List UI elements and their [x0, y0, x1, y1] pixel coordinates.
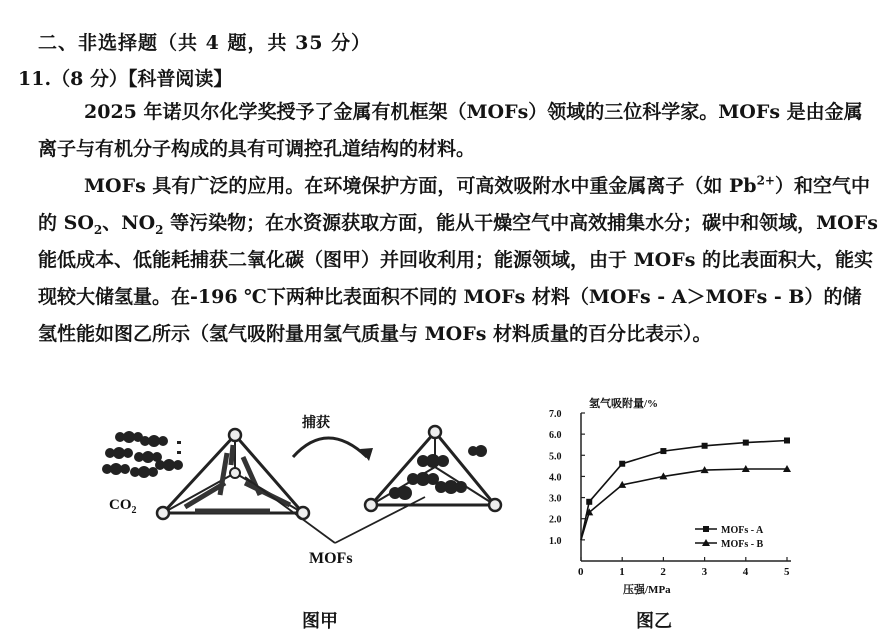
legend-marker [703, 526, 709, 532]
paragraph-applications [38, 168, 878, 353]
mofs-label: MOFs [309, 550, 353, 567]
figure-b-chart [545, 393, 815, 613]
x-tick-label: 4 [742, 566, 749, 578]
question-number: 11. [18, 68, 52, 90]
figure-a-diagram [95, 405, 525, 615]
y-tick-label: 3.0 [549, 493, 562, 505]
question-header [18, 64, 232, 91]
data-point-square [702, 443, 708, 449]
question-points: （8 分） [51, 68, 128, 90]
paragraph-intro [38, 94, 878, 168]
figure-a-caption: 图甲 [302, 611, 338, 632]
co2-molecules-icon [102, 431, 183, 478]
para2-part4: 等污染物；在水资源获取方面，能从干燥空气中高效捕集水分；碳中和领域，MOFs 能低成本、低能耗捕获二氧化碳（图甲）并回收利用；能源领域，由于 MOFs 的比表面积大，能实现较大储氢量。在-196 ℃下两种比表面积不同的 MOFs 材料（MOFs - A＞MOFs - B）的储氢性能如图乙所示（氢气吸附量用氢气质量与 MOFs 材料质量的百分比表示）。 [38, 212, 878, 345]
co2-label: $CO_2$ [109, 497, 137, 516]
pb-charge: 2+ [756, 173, 775, 188]
para2-part3: 、NO [102, 212, 156, 234]
x-tick-label: 5 [784, 566, 790, 578]
y-tick-label: 1.0 [549, 535, 562, 547]
chart-ylabel: 氢气吸附量/% [589, 398, 659, 410]
y-tick-label: 5.0 [549, 451, 562, 463]
x-tick-label: 2 [660, 566, 666, 578]
section-title: 二、非选择题（共 4 题，共 35 分） [38, 32, 372, 54]
data-point-square [743, 440, 749, 446]
para2-part2: ）和空气中的 SO [38, 175, 870, 234]
legend-label: MOFs - B [721, 539, 764, 550]
data-point-square [586, 499, 592, 505]
legend-label: MOFs - A [721, 525, 764, 536]
chart-xlabel: 压强/MPa [623, 584, 671, 596]
capture-arrow-label: 捕获 [302, 416, 330, 431]
x-tick-label: 0 [578, 566, 584, 578]
y-tick-label: 2.0 [549, 514, 562, 526]
so2-subscript: 2 [93, 222, 103, 237]
data-point-square [660, 448, 666, 454]
capture-arrow-icon [293, 438, 367, 457]
y-tick-label: 4.0 [549, 472, 562, 484]
paragraph-intro-text: 2025 年诺贝尔化学奖授予了金属有机框架（MOFs）领域的三位科学家。MOFs 是由金属离子与有机分子构成的具有可调控孔道结构的材料。 [38, 101, 863, 160]
mof-framework-right-icon [365, 426, 501, 511]
para2-part1: MOFs 具有广泛的应用。在环境保护方面，可高效吸附水中重金属离子（如 Pb [84, 175, 757, 197]
figure-b-caption: 图乙 [636, 611, 672, 632]
y-tick-label: 6.0 [549, 430, 562, 442]
question-tag: 【科普阅读】 [127, 68, 233, 90]
x-tick-label: 3 [701, 566, 708, 578]
data-point-square [784, 437, 790, 443]
no2-subscript: 2 [155, 222, 164, 237]
data-point-square [619, 461, 625, 467]
y-tick-label: 7.0 [549, 409, 562, 420]
x-tick-label: 1 [619, 566, 625, 578]
